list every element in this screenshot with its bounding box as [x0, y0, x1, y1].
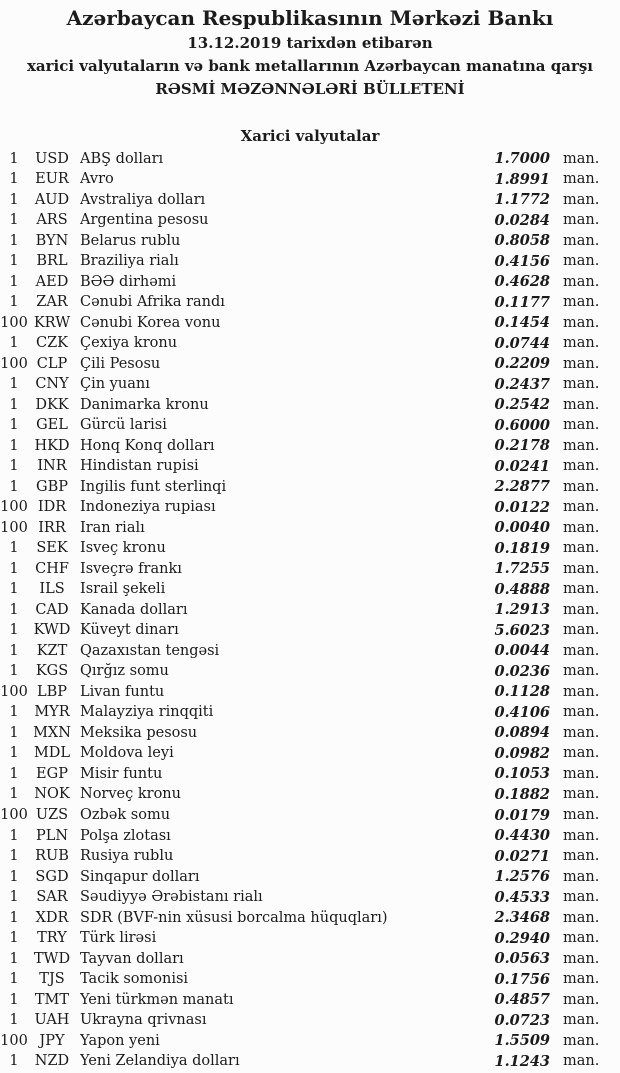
currency-code: ILS — [39, 581, 65, 598]
exchange-rate: 0.2940 — [494, 929, 550, 947]
currency-row — [0, 292, 620, 313]
currency-code: NOK — [34, 786, 70, 803]
quantity: 100 — [0, 314, 28, 331]
currency-code: KZT — [36, 642, 68, 659]
currency-name: Küveyt dinarı — [80, 622, 179, 639]
unit-label: man. — [563, 581, 600, 598]
unit-label: man. — [563, 540, 600, 557]
currency-name: Moldova leyi — [80, 745, 174, 762]
exchange-rate: 0.2178 — [494, 437, 550, 455]
unit-label: man. — [563, 212, 600, 229]
currency-row — [0, 743, 620, 764]
exchange-rate: 0.8058 — [494, 232, 550, 250]
currency-row — [0, 661, 620, 682]
exchange-rate: 0.0241 — [494, 457, 550, 475]
quantity: 1 — [9, 724, 19, 741]
currency-code: UAH — [34, 1012, 70, 1029]
unit-label: man. — [563, 191, 600, 208]
unit-label: man. — [563, 991, 600, 1008]
quantity: 1 — [9, 765, 19, 782]
currency-code: XDR — [35, 909, 69, 926]
exchange-rate: 0.0982 — [494, 744, 550, 762]
exchange-rate: 0.1819 — [494, 539, 550, 557]
currency-row — [0, 989, 620, 1010]
currency-row — [0, 415, 620, 436]
currency-row — [0, 866, 620, 887]
currency-name: Meksika pesosu — [80, 724, 198, 741]
currency-name: Hindistan rupisi — [80, 458, 199, 475]
currency-row — [0, 230, 620, 251]
exchange-rate: 2.3468 — [494, 909, 550, 927]
quantity: 1 — [9, 642, 19, 659]
unit-label: man. — [563, 499, 600, 516]
exchange-rate: 0.2542 — [494, 396, 550, 414]
currency-code: CNY — [35, 376, 69, 393]
exchange-rate: 0.4857 — [494, 991, 550, 1009]
exchange-rate: 0.1882 — [494, 785, 550, 803]
unit-label: man. — [563, 745, 600, 762]
currency-row — [0, 189, 620, 210]
unit-label: man. — [563, 909, 600, 926]
exchange-rate: 0.2209 — [494, 355, 550, 373]
currency-row — [0, 435, 620, 456]
unit-label: man. — [563, 971, 600, 988]
bulletin-header — [0, 0, 620, 98]
exchange-rate: 2.2877 — [494, 478, 550, 496]
unit-label: man. — [563, 519, 600, 536]
currency-row — [0, 251, 620, 272]
currency-code: LBP — [36, 683, 68, 700]
quantity: 1 — [9, 437, 19, 454]
currency-code: ARS — [36, 212, 68, 229]
quantity: 1 — [9, 540, 19, 557]
quantity: 100 — [0, 499, 28, 516]
exchange-rate: 0.0236 — [494, 662, 550, 680]
currency-code: CHF — [35, 560, 69, 577]
exchange-rate: 0.0894 — [494, 724, 550, 742]
currency-rates-table — [0, 148, 620, 1071]
quantity: 1 — [9, 560, 19, 577]
quantity: 1 — [9, 458, 19, 475]
unit-label: man. — [563, 376, 600, 393]
unit-label: man. — [563, 704, 600, 721]
exchange-rate: 0.0122 — [494, 498, 550, 516]
currency-name: Kanada dolları — [80, 601, 188, 618]
quantity: 1 — [9, 663, 19, 680]
currency-name: Türk lirəsi — [80, 930, 157, 947]
currency-name: SDR (BVF-nin xüsusi borcalma hüquqları) — [80, 909, 388, 926]
unit-label: man. — [563, 930, 600, 947]
currency-row — [0, 723, 620, 744]
exchange-rate: 0.0271 — [494, 847, 550, 865]
quantity: 1 — [9, 212, 19, 229]
currency-name: Avro — [80, 171, 114, 188]
unit-label: man. — [563, 786, 600, 803]
currency-row — [0, 641, 620, 662]
currency-row — [0, 887, 620, 908]
currency-row — [0, 333, 620, 354]
quantity: 1 — [9, 396, 19, 413]
quantity: 100 — [0, 519, 28, 536]
currency-row — [0, 374, 620, 395]
currency-row — [0, 456, 620, 477]
currency-name: Honq Konq dolları — [80, 437, 215, 454]
currency-name: Yeni Zelandiya dolları — [80, 1053, 240, 1070]
unit-label: man. — [563, 683, 600, 700]
exchange-rate: 0.0284 — [494, 211, 550, 229]
exchange-rate: 0.0723 — [494, 1011, 550, 1029]
quantity: 1 — [9, 417, 19, 434]
exchange-rate: 1.7255 — [494, 560, 550, 578]
quantity: 1 — [9, 294, 19, 311]
quantity: 1 — [9, 581, 19, 598]
currency-row — [0, 928, 620, 949]
unit-label: man. — [563, 724, 600, 741]
exchange-rate: 0.4106 — [494, 703, 550, 721]
currency-code: PLN — [35, 827, 69, 844]
exchange-rate: 0.1454 — [494, 314, 550, 332]
currency-code: MDL — [33, 745, 71, 762]
exchange-rate: 1.1243 — [494, 1052, 550, 1070]
exchange-rate: 0.4156 — [494, 252, 550, 270]
exchange-rate: 0.4430 — [494, 827, 550, 845]
currency-code: USD — [35, 150, 69, 167]
currency-code: KGS — [35, 663, 69, 680]
exchange-rate: 0.6000 — [494, 416, 550, 434]
exchange-rate: 0.0040 — [494, 519, 550, 537]
quantity: 1 — [9, 991, 19, 1008]
currency-name: Sinqapur dolları — [80, 868, 200, 885]
currency-row — [0, 682, 620, 703]
currency-name: Malayziya rinqqiti — [80, 704, 214, 721]
quantity: 1 — [9, 930, 19, 947]
quantity: 1 — [9, 376, 19, 393]
currency-code: UZS — [35, 807, 69, 823]
currency-code: CZK — [35, 335, 68, 352]
currency-code: SAR — [36, 889, 68, 906]
unit-label: man. — [563, 642, 600, 659]
currency-code: IDR — [37, 499, 67, 516]
currency-row — [0, 271, 620, 292]
unit-label: man. — [563, 253, 600, 270]
quantity: 1 — [9, 971, 19, 988]
currency-name: Qırğız somu — [80, 663, 169, 680]
currency-name: Yeni türkmən manatı — [80, 991, 234, 1008]
currency-code: BYN — [35, 232, 69, 249]
quantity: 1 — [9, 950, 19, 967]
quantity: 1 — [9, 848, 19, 865]
currency-row — [0, 579, 620, 600]
quantity: 1 — [9, 909, 19, 926]
exchange-rate: 1.2576 — [494, 868, 550, 886]
exchange-rate: 0.4888 — [494, 580, 550, 598]
unit-label: man. — [563, 560, 600, 577]
quantity: 1 — [9, 786, 19, 803]
currency-name: İngilis funt sterlinqi — [80, 478, 227, 495]
currency-code: DKK — [35, 396, 69, 413]
exchange-rate: 1.1772 — [494, 191, 550, 209]
currency-name: Yapon yeni — [80, 1032, 160, 1049]
currency-code: MYR — [34, 704, 70, 721]
exchange-rate: 0.1756 — [494, 970, 550, 988]
unit-label: man. — [563, 171, 600, 188]
exchange-rate: 0.0179 — [494, 806, 550, 824]
currency-row — [0, 1051, 620, 1072]
currency-name: Belarus rublu — [80, 232, 181, 249]
currency-row — [0, 538, 620, 559]
unit-label: man. — [563, 417, 600, 434]
currency-code: IRR — [38, 519, 66, 536]
quantity: 1 — [9, 1053, 19, 1070]
unit-label: man. — [563, 1032, 600, 1049]
currency-code: JPY — [39, 1032, 65, 1049]
currency-row — [0, 497, 620, 518]
currency-row — [0, 559, 620, 580]
currency-name: BƏƏ dirhəmi — [80, 273, 177, 290]
currency-row — [0, 620, 620, 641]
unit-label: man. — [563, 437, 600, 454]
section-title: Xarici valyutalar — [240, 127, 380, 146]
currency-row — [0, 210, 620, 231]
currency-name: Misir funtu — [80, 765, 163, 782]
effective-date-line: 13.12.2019 tarixdən etibarən — [187, 34, 433, 52]
currency-row — [0, 907, 620, 928]
quantity: 1 — [9, 335, 19, 352]
currency-row — [0, 764, 620, 785]
currency-name: Səudiyyə Ərəbistanı rialı — [80, 889, 263, 906]
currency-row — [0, 477, 620, 498]
currency-name: İndoneziya rupiası — [80, 499, 216, 516]
currency-code: KWD — [33, 622, 71, 639]
currency-row — [0, 312, 620, 333]
currency-row — [0, 148, 620, 169]
unit-label: man. — [563, 335, 600, 352]
currency-name: Tacik somonisi — [80, 971, 189, 988]
quantity: 1 — [9, 273, 19, 290]
currency-row — [0, 394, 620, 415]
unit-label: man. — [563, 314, 600, 331]
unit-label: man. — [563, 848, 600, 865]
currency-code: SGD — [35, 868, 69, 885]
quantity: 1 — [9, 601, 19, 618]
currency-name: Rusiya rublu — [80, 848, 174, 865]
currency-name: Livan funtu — [80, 683, 165, 700]
quantity: 1 — [9, 868, 19, 885]
unit-label: man. — [563, 478, 600, 495]
currency-row — [0, 948, 620, 969]
unit-label: man. — [563, 827, 600, 844]
currency-code: AED — [35, 273, 69, 290]
unit-label: man. — [563, 1053, 600, 1070]
currency-name: Argentina pesosu — [80, 212, 209, 229]
unit-label: man. — [563, 601, 600, 618]
currency-code: NZD — [34, 1053, 70, 1070]
currency-row — [0, 846, 620, 867]
unit-label: man. — [563, 765, 600, 782]
currency-row — [0, 784, 620, 805]
quantity: 1 — [9, 704, 19, 721]
quantity: 1 — [9, 253, 19, 270]
bulletin-title: RƏSMİ MƏZƏNNƏLƏRİ BÜLLETENİ — [155, 79, 465, 98]
subtitle-line: xarici valyutaların və bank metallarının Azərbaycan manatına qarşı — [26, 56, 594, 75]
unit-label: man. — [563, 232, 600, 249]
quantity: 100 — [0, 1032, 28, 1049]
quantity: 100 — [0, 807, 28, 823]
quantity: 1 — [9, 622, 19, 639]
quantity: 1 — [9, 171, 19, 188]
currency-name: Özbək somu — [80, 807, 171, 823]
quantity: 100 — [0, 683, 28, 700]
quantity: 1 — [9, 150, 19, 167]
currency-code: SEK — [36, 540, 68, 557]
exchange-rate: 0.1128 — [494, 683, 550, 701]
currency-name: Avstraliya dolları — [80, 191, 206, 208]
exchange-rate: 1.7000 — [494, 150, 550, 167]
exchange-rate: 1.2913 — [494, 601, 550, 619]
unit-label: man. — [563, 889, 600, 906]
currency-name: Gürcü larisi — [80, 417, 167, 434]
currency-code: RUB — [35, 848, 69, 865]
currency-name: Cənubi Afrika randı — [80, 294, 225, 311]
currency-name: Polşa zlotası — [80, 827, 171, 844]
currency-row — [0, 805, 620, 826]
currency-row — [0, 169, 620, 190]
currency-name: Danimarka kronu — [80, 396, 209, 413]
currency-name: Norveç kronu — [80, 786, 181, 803]
currency-code: TJS — [39, 971, 65, 988]
currency-name: Tayvan dolları — [80, 950, 184, 967]
unit-label: man. — [563, 273, 600, 290]
currency-code: GBP — [36, 478, 68, 495]
unit-label: man. — [563, 396, 600, 413]
currency-code: GEL — [36, 417, 68, 434]
unit-label: man. — [563, 294, 600, 311]
exchange-rate: 1.5509 — [494, 1032, 550, 1050]
currency-row — [0, 1030, 620, 1051]
currency-code: ZAR — [36, 294, 68, 311]
currency-code: HKD — [34, 437, 70, 454]
unit-label: man. — [563, 622, 600, 639]
currency-row — [0, 702, 620, 723]
currency-row — [0, 969, 620, 990]
currency-name: Qazaxıstan tengəsi — [80, 642, 220, 659]
bank-title: Azərbaycan Respublikasının Mərkəzi Bankı — [66, 6, 554, 30]
currency-row — [0, 353, 620, 374]
quantity: 1 — [9, 827, 19, 844]
currency-name: Çin yuanı — [80, 376, 150, 393]
currency-code: EGP — [36, 765, 68, 782]
exchange-rate: 0.2437 — [494, 375, 550, 393]
currency-name: Çexiya kronu — [80, 335, 178, 352]
currency-code: TRY — [37, 930, 67, 947]
unit-label: man. — [563, 663, 600, 680]
currency-name: Braziliya rialı — [80, 253, 179, 270]
currency-row — [0, 1010, 620, 1031]
exchange-rate: 0.1177 — [494, 293, 550, 311]
quantity: 100 — [0, 355, 28, 372]
currency-name: İran rialı — [80, 519, 145, 536]
currency-name: İsrail şekeli — [80, 581, 166, 598]
currency-code: TMT — [34, 991, 70, 1008]
quantity: 1 — [9, 232, 19, 249]
quantity: 1 — [9, 889, 19, 906]
exchange-rate: 0.1053 — [494, 765, 550, 783]
quantity: 1 — [9, 1012, 19, 1029]
quantity: 1 — [9, 745, 19, 762]
currency-name: İsveç kronu — [80, 540, 166, 557]
unit-label: man. — [563, 807, 600, 823]
currency-code: CLP — [36, 355, 68, 372]
exchange-rate: 0.4533 — [494, 888, 550, 906]
quantity: 1 — [9, 478, 19, 495]
currency-code: AUD — [34, 191, 70, 208]
currency-code: KRW — [33, 314, 71, 331]
currency-row — [0, 518, 620, 539]
exchange-rate: 1.8991 — [494, 170, 550, 188]
currency-code: MXN — [33, 724, 71, 741]
currency-code: TWD — [33, 950, 71, 967]
currency-code: INR — [37, 458, 67, 475]
currency-row — [0, 600, 620, 621]
unit-label: man. — [563, 458, 600, 475]
currency-code: BRL — [36, 253, 68, 270]
exchange-rate: 5.6023 — [494, 621, 550, 639]
currency-name: Cənubi Korea vonu — [80, 314, 221, 331]
currency-name: Çili Pesosu — [80, 355, 161, 372]
currency-code: EUR — [35, 171, 69, 188]
exchange-rate: 0.0563 — [494, 950, 550, 968]
currency-name: ABŞ dolları — [80, 150, 164, 167]
unit-label: man. — [563, 150, 600, 167]
unit-label: man. — [563, 868, 600, 885]
quantity: 1 — [9, 191, 19, 208]
currency-code: CAD — [35, 601, 69, 618]
unit-label: man. — [563, 950, 600, 967]
currency-name: İsveçrə frankı — [80, 560, 182, 577]
exchange-rate: 0.0744 — [494, 334, 550, 352]
unit-label: man. — [563, 1012, 600, 1029]
exchange-rate: 0.4628 — [494, 273, 550, 291]
currency-name: Ukrayna qrivnası — [80, 1012, 207, 1029]
exchange-rate: 0.0044 — [494, 642, 550, 660]
currency-row — [0, 825, 620, 846]
unit-label: man. — [563, 355, 600, 372]
